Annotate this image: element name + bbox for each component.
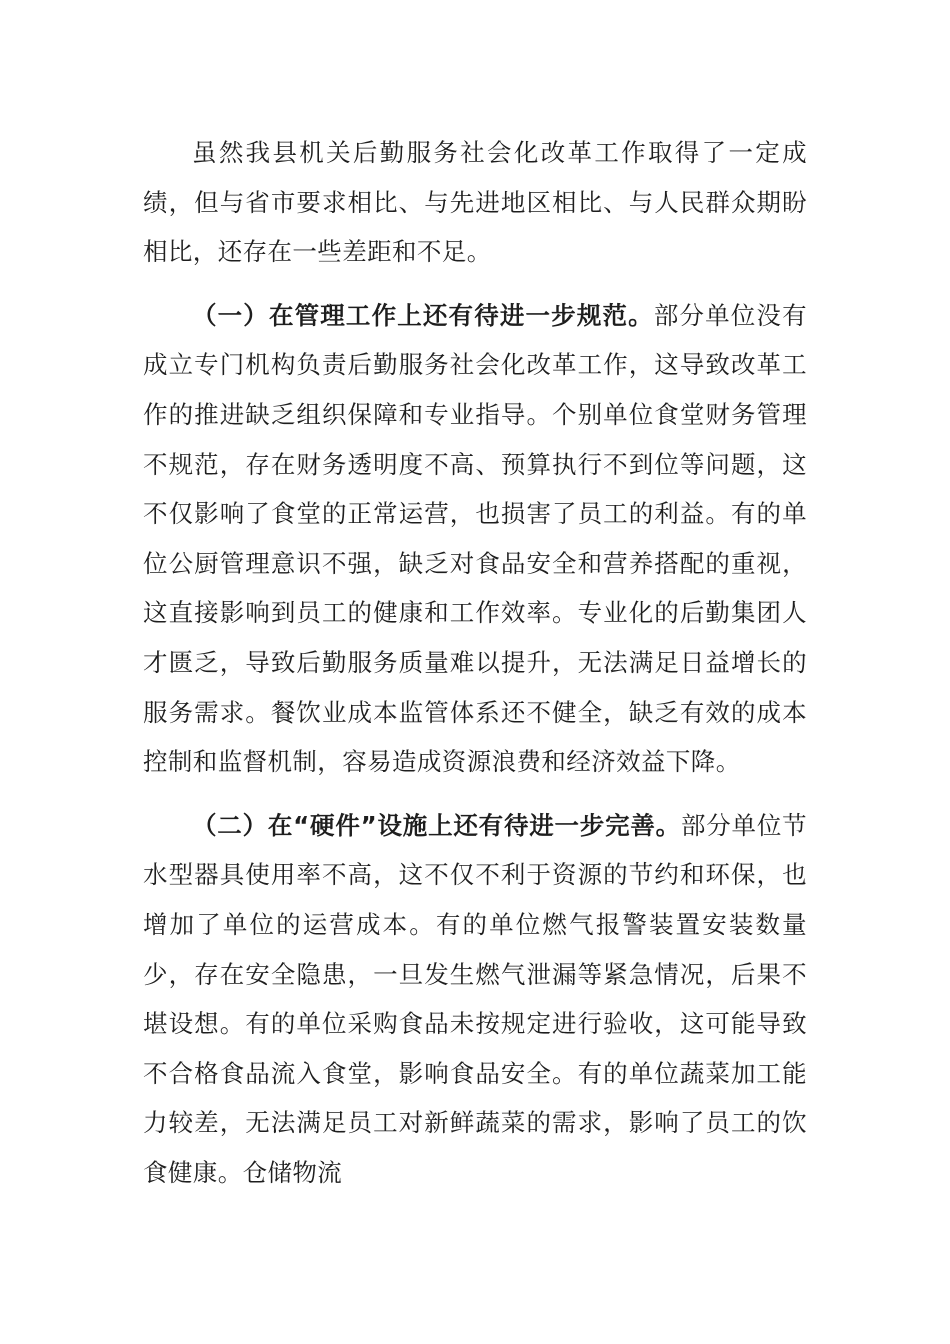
intro-paragraph-text: 虽然我县机关后勤服务社会化改革工作取得了一定成绩，但与省市要求相比、与先进地区相比、与人民群众期盼相比，还存在一些差距和不足。 bbox=[143, 138, 807, 267]
section-2-heading: （二）在“硬件”设施上还有待进一步完善。 bbox=[192, 810, 681, 840]
section-2-paragraph bbox=[143, 801, 807, 1198]
section-1-paragraph bbox=[143, 291, 807, 787]
document-body bbox=[143, 128, 807, 1197]
intro-paragraph bbox=[143, 128, 807, 277]
section-1-body-text: 部分单位没有成立专门机构负责后勤服务社会化改革工作，这导致改革工作的推进缺乏组织保障和专业指导。个别单位食堂财务管理不规范，存在财务透明度不高、预算执行不到位等问题，这不仅影响了食堂的正常运营，也损害了员工的利益。有的单位公厨管理意识不强，缺乏对食品安全和营养搭配的重视，这直接影响到员工的健康和工作效率。专业化的后勤集团人才匮乏，导致后勤服务质量难以提升，无法满足日益增长的服务需求。餐饮业成本监管体系还不健全，缺乏有效的成本控制和监督机制，容易造成资源浪费和经济效益下降。 bbox=[143, 300, 807, 777]
section-2-body-text: 部分单位节水型器具使用率不高，这不仅不利于资源的节约和环保，也增加了单位的运营成本。有的单位燃气报警装置安装数量少，存在安全隐患，一旦发生燃气泄漏等紧急情况，后果不堪设想。有的单位采购食品未按规定进行验收，这可能导致不合格食品流入食堂，影响食品安全。有的单位蔬菜加工能力较差，无法满足员工对新鲜蔬菜的需求，影响了员工的饮食健康。仓储物流 bbox=[143, 810, 808, 1187]
section-1-heading: （一）在管理工作上还有待进一步规范。 bbox=[192, 300, 654, 330]
